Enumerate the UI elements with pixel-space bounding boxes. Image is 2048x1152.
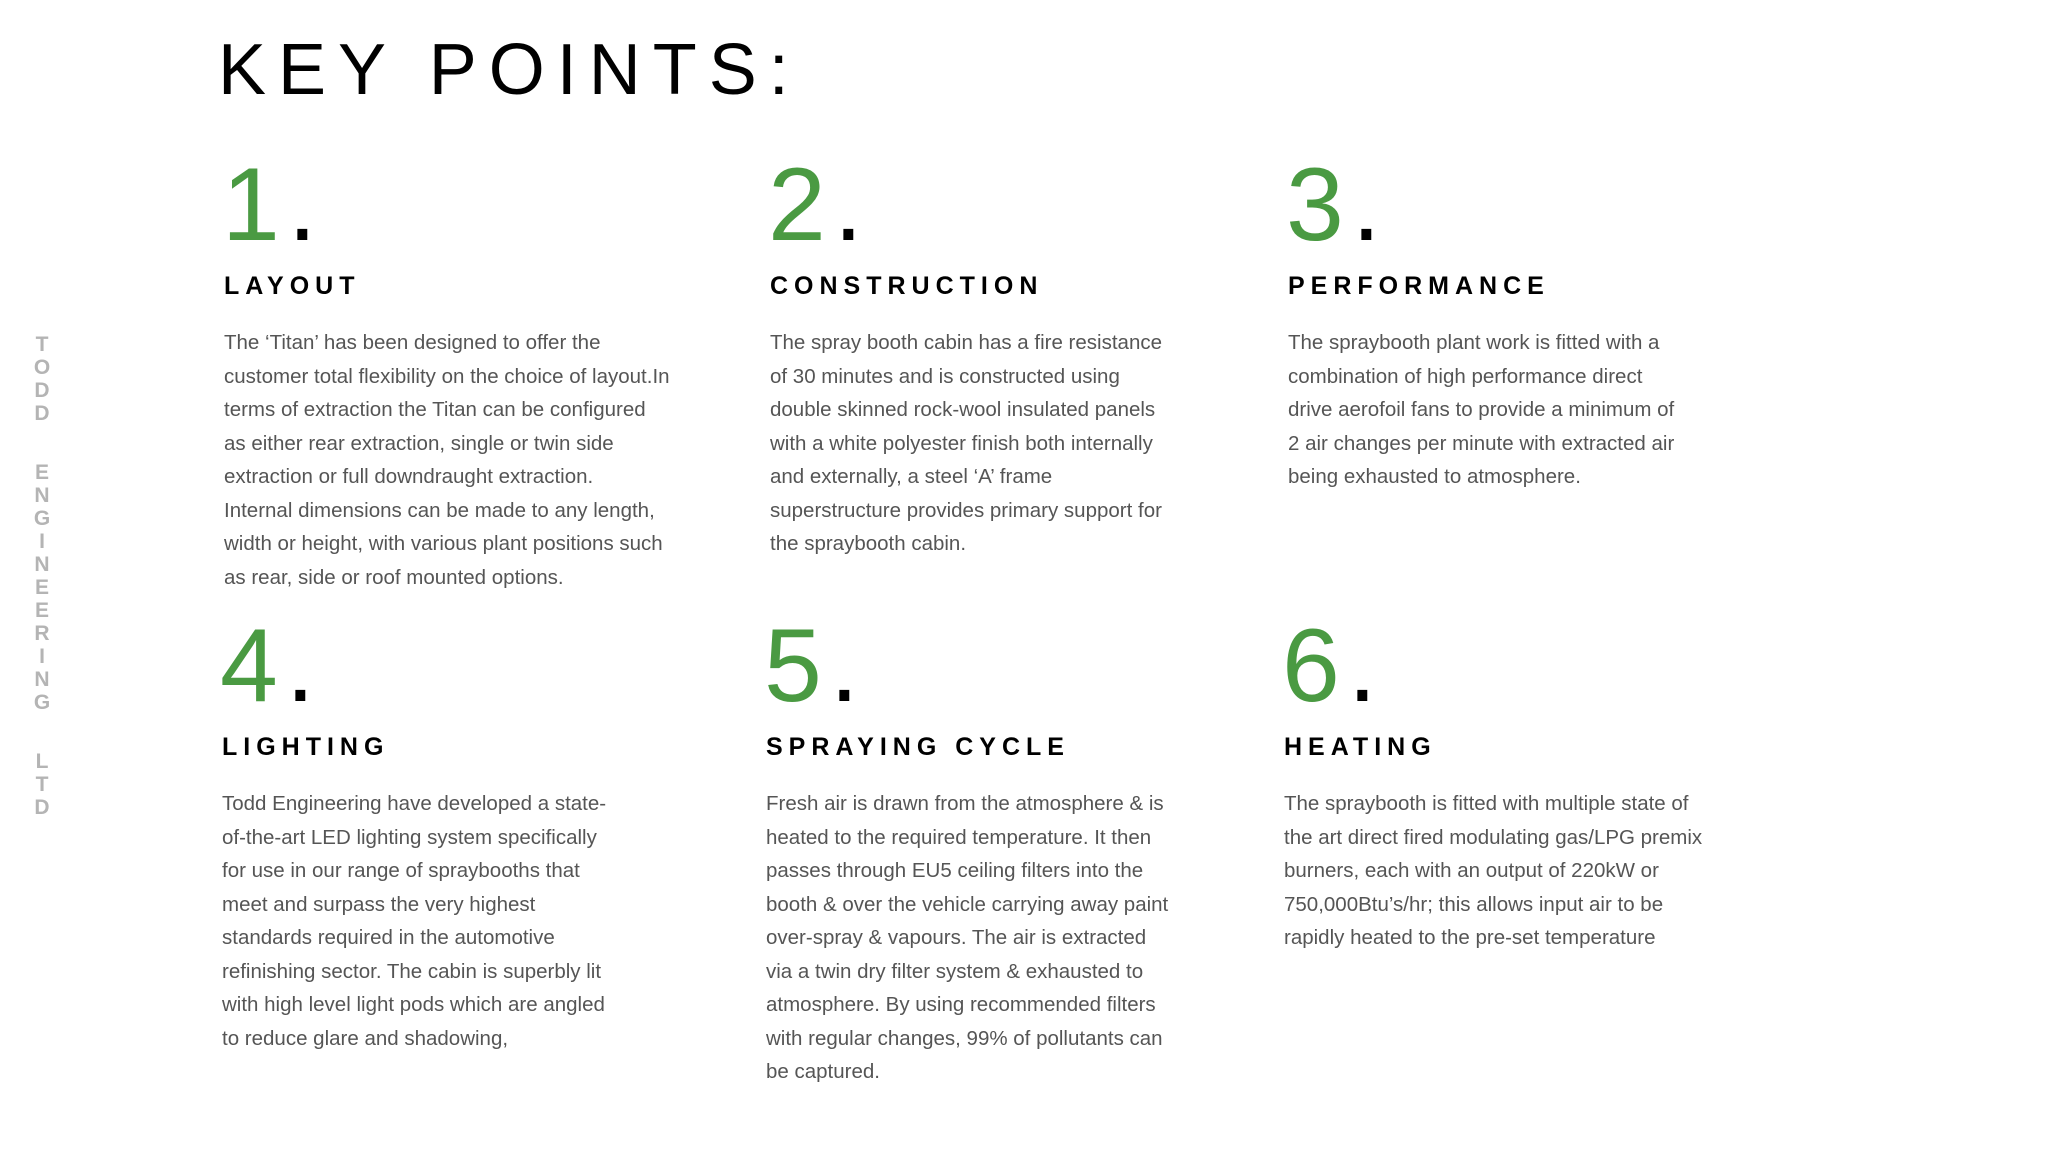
side-letter: I [39,645,45,668]
point-body: Todd Engineering have developed a state- of-the-art LED lighting system specifically for use in our range of spraybooths that meet and surpass the very highest standards required in the automotive refinishing sector. The cabin is superbly lit with high level light pods which are angled to reduce glare and shadowing, [222,792,607,1050]
point-number-digit: 1 [222,147,280,263]
side-letter: L [35,750,49,773]
point-heading: LIGHTING [222,733,390,761]
side-brand-vertical [28,333,56,855]
point-number-dot: . [833,147,863,263]
point-number-dot: . [285,608,315,724]
side-letter: E [34,461,49,484]
key-point-construction [768,147,1228,561]
side-letter: I [39,530,45,553]
side-letter: O [33,356,51,379]
side-word-ltd [28,750,56,819]
point-body: Fresh air is drawn from the atmosphere & is heated to the required temperature. It then passes through EU5 ceiling filters into the booth & over the vehicle carrying away paint over-spray & vapours. The air is extracted via a twin dry filter system & exhausted to atmosphere. By using recommended filters with regular changes, 99% of pollutants can be captured. [766,792,1169,1083]
point-number-dot: . [1351,147,1381,263]
side-letter: E [34,599,49,622]
point-number-dot: . [1347,608,1377,724]
side-letter: D [34,796,50,819]
point-body: The spraybooth plant work is fitted with a combination of high performance direct drive aerofoil fans to provide a minimum of 2 air changes per minute with extracted air being exhausted to atmosphere. [1288,331,1675,488]
point-heading: LAYOUT [224,272,361,300]
key-point-lighting [220,608,680,1055]
point-number-digit: 6 [1282,608,1340,724]
point-number-dot: . [287,147,317,263]
point-number-dot: . [829,608,859,724]
key-point-spraying-cycle [764,608,1224,1089]
side-word-engineering [28,461,56,714]
point-body: The spraybooth is fitted with multiple state of the art direct fired modulating gas/LPG premix burners, each with an output of 220kW or 750,000Btu’s/hr; this allows input air to be rapidly heated to the pre-set temperature [1284,792,1703,949]
side-letter: D [34,379,50,402]
side-letter: G [33,507,51,530]
key-point-performance [1286,147,1746,494]
key-point-layout [222,147,712,594]
side-letter: G [33,691,51,714]
point-body: The ‘Titan’ has been designed to offer the customer total flexibility on the choice of layout.In terms of extraction the Titan can be configured as either rear extraction, single or twin side extraction or full downdraught extraction. Internal dimensions can be made to any length, width or height, with various plant positions such as rear, side or roof mounted options. [224,331,670,589]
side-letter: N [34,484,50,507]
side-letter: D [34,402,50,425]
point-number [220,608,680,724]
point-number [764,608,1224,724]
point-heading: CONSTRUCTION [770,272,1044,300]
point-number [1282,608,1772,724]
side-letter: N [34,668,50,691]
point-number [1286,147,1746,263]
point-number-digit: 5 [764,608,822,724]
page-title: KEY POINTS: [218,30,801,110]
point-heading: PERFORMANCE [1288,272,1550,300]
point-heading: SPRAYING CYCLE [766,733,1070,761]
point-number-digit: 3 [1286,147,1344,263]
point-body: The spray booth cabin has a fire resistance of 30 minutes and is constructed using double skinned rock-wool insulated panels with a white polyester finish both internally and externally, a steel ‘A’ frame superstructure provides primary support for the spraybooth cabin. [770,331,1162,555]
side-letter: E [34,576,49,599]
side-letter: R [34,622,50,645]
point-number [768,147,1228,263]
point-number-digit: 2 [768,147,826,263]
side-letter: T [35,333,49,356]
point-number [222,147,712,263]
point-heading: HEATING [1284,733,1437,761]
side-word-todd [28,333,56,425]
point-number-digit: 4 [220,608,278,724]
key-point-heating [1282,608,1772,955]
side-letter: T [35,773,49,796]
side-letter: N [34,553,50,576]
